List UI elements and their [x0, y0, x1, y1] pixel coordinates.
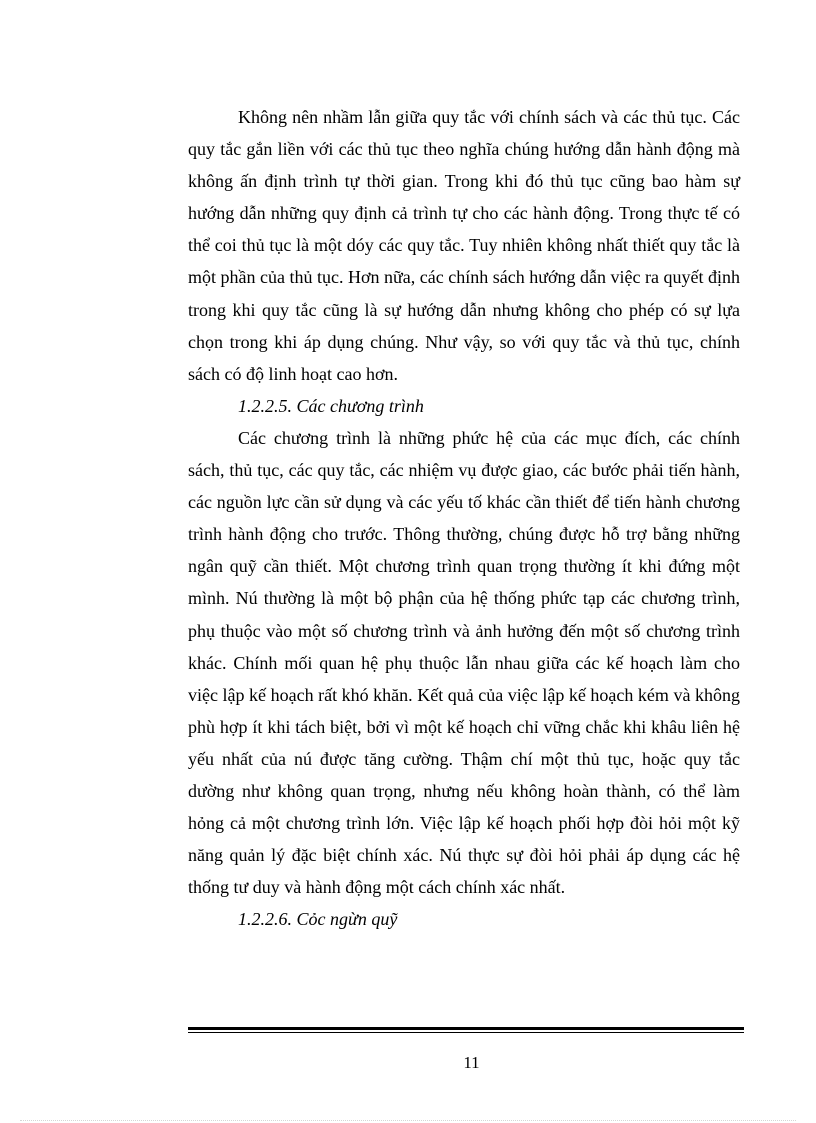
paragraph-rules-vs-policies: Không nên nhầm lẫn giữa quy tắc với chính sách và các thủ tục. Các quy tắc gắn liền với các thủ tục theo nghĩa chúng hướng dẫn hành động mà không ấn định trình tự thời gian. Trong khi đó thủ tục cũng bao hàm sự hướng dẫn những quy định cả trình tự cho các hành động. Trong thực tế có thể coi thủ tục là một dóy các quy tắc. Tuy nhiên không nhất thiết quy tắc là một phần của thủ tục. Hơn nữa, các chính sách hướng dẫn việc ra quyết định trong khi quy tắc cũng là sự hướng dẫn nhưng không cho phép có sự lựa chọn trong khi áp dụng chúng. Như vậy, so với quy tắc và thủ tục, chính sách có độ linh hoạt cao hơn. — [188, 107, 740, 384]
page-edge-divider — [20, 1120, 796, 1121]
page-number: 11 — [463, 1053, 480, 1072]
footer-rule-thick — [188, 1027, 744, 1030]
body-text — [188, 101, 740, 935]
section-heading-budgets: 1.2.2.6. Cỏc ngừn quỹ — [238, 909, 398, 930]
paragraph-programs: Các chương trình là những phức hệ của các mục đích, các chính sách, thủ tục, các quy tắc, các nhiệm vụ được giao, các bước phải tiến hành, các nguồn lực cần sử dụng và các yếu tố khác cần thiết để tiến hành chương trình hành động cho trước. Thông thường, chúng được hỗ trợ bằng những ngân quỹ cần thiết. Một chương trình quan trọng thường ít khi đứng một mình. Nú thường là một bộ phận của hệ thống phức tạp các chương trình, phụ thuộc vào một số chương trình và ảnh hưởng đến một số chương trình khác. Chính mối quan hệ phụ thuộc lẫn nhau giữa các kế hoạch làm cho việc lập kế hoạch rất khó khăn. Kết quả của việc lập kế hoạch kém và không phù hợp ít khi tách biệt, bởi vì một kế hoạch chỉ vững chắc khi khâu liên hệ yếu nhất của nú được tăng cường. Thậm chí một thủ tục, hoặc quy tắc dường như không quan trọng, nhưng nếu không hoàn thành, có thể làm hỏng cả một chương trình lớn. Việc lập kế hoạch phối hợp đòi hỏi một kỹ năng quản lý đặc biệt chính xác. Nú thực sự đòi hỏi phải áp dụng các hệ thống tư duy và hành động một cách chính xác nhất. — [188, 427, 740, 898]
footer-rule-thin — [188, 1032, 744, 1033]
section-heading-programs: 1.2.2.5. Các chương trình — [238, 395, 424, 416]
